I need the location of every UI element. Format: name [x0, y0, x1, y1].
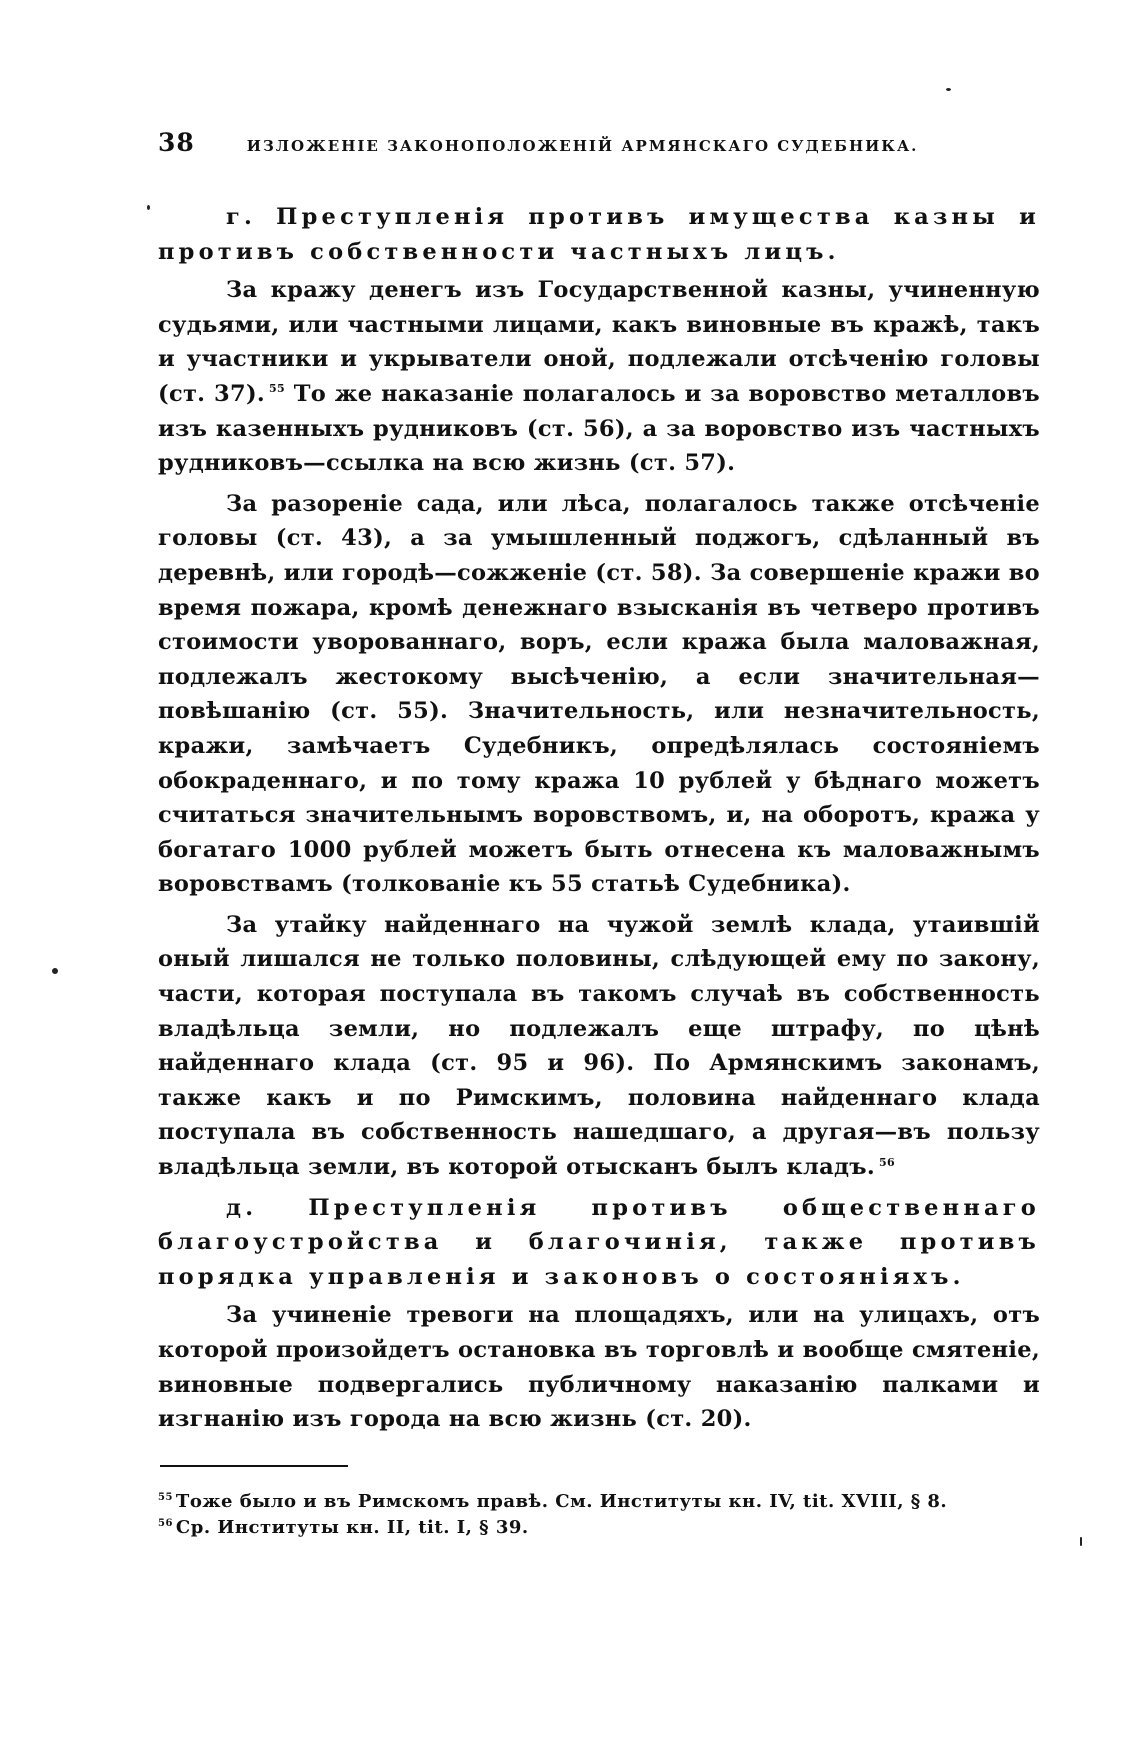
- footnote-text: Ср. Институты кн. II, tit. I, § 39.: [175, 1516, 529, 1538]
- footnote-ref-55[interactable]: 55: [269, 382, 285, 396]
- paragraph-text: За разореніе сада, или лѣса, полагалось также отсѣченіе головы (ст. 43), а за умышленный поджогъ, сдѣланный въ деревнѣ, или городѣ—сожженіе (ст. 58). За совершеніе кражи во время пожара, кромѣ денежнаго взысканія въ четверо противъ стоимости уворованнаго, воръ, если кража была маловажная, подлежалъ жестокому высѣченію, а если значительная—повѣшанію (ст. 55). Значительность, или незначительность, кражи, замѣчаетъ Судебникъ, опредѣлялась состояніемъ обокраденнаго, и по тому кража 10 рублей у бѣднаго можетъ считаться значительнымъ воровствомъ, и, на оборотъ, кража у богатаго 1000 рублей можетъ быть отнесена къ маловажнымъ воровствамъ (толкованіе къ 55 статьѣ Судебника).: [158, 490, 1040, 898]
- book-page: [158, 128, 1040, 1541]
- footnotes: [158, 1489, 1040, 1541]
- footnote-56: [158, 1515, 1040, 1541]
- page-header: [158, 128, 1040, 168]
- running-title: ИЗЛОЖЕНІЕ ЗАКОНОПОЛОЖЕНІЙ АРМЯНСКАГО СУДЕБНИКА.: [246, 137, 919, 155]
- page-body: [158, 200, 1040, 1437]
- scan-speck: [946, 88, 951, 91]
- section-heading-g: г. Преступленія противъ имущества казны и противъ собственности частныхъ лицъ.: [158, 204, 1040, 265]
- paragraph-4: [158, 1298, 1040, 1436]
- scan-speck: [52, 968, 58, 974]
- footnote-ref-56[interactable]: 56: [879, 1155, 895, 1169]
- scan-speck: [1080, 1537, 1082, 1546]
- page-number: 38: [158, 128, 195, 157]
- section-heading-d: д. Преступленія противъ общественнаго благоустройства и благочинія, также противъ порядка управленія и законовъ о состояніяхъ.: [158, 1194, 1040, 1290]
- paragraph-text: За утайку найденнаго на чужой землѣ клада, утаившій оный лишался не только половины, слѣдующей ему по закону, части, которая поступала въ такомъ случаѣ въ собственность владѣльца земли, но подлежалъ еще штрафу, по цѣнѣ найденнаго клада (ст. 95 и 96). По Армянскимъ законамъ, также какъ и по Римскимъ, половина найденнаго клада поступала въ собственность нашедшаго, а другая—въ пользу владѣльца земли, въ которой отысканъ былъ кладъ.: [158, 911, 1040, 1181]
- scan-speck: [147, 205, 150, 210]
- paragraph-text: За учиненіе тревоги на площадяхъ, или на улицахъ, отъ которой произойдетъ остановка въ торговлѣ и вообще смятеніе, виновные подвергались публичному наказанію палками и изгнанію изъ города на всю жизнь (ст. 20).: [158, 1302, 1040, 1433]
- footnote-text: Тоже было и въ Римскомъ правѣ. См. Институты кн. IV, tit. XVIII, § 8.: [175, 1490, 948, 1512]
- paragraph-2: [158, 487, 1040, 902]
- paragraph-3: [158, 908, 1040, 1185]
- footnote-mark: 56: [158, 1517, 173, 1529]
- footnote-55: [158, 1489, 1040, 1515]
- paragraph-text-continued: То же наказаніе полагалось и за воровство металловъ изъ казенныхъ рудниковъ (ст. 56), а за воровство изъ частныхъ рудниковъ—ссылка на всю жизнь (ст. 57).: [158, 380, 1040, 477]
- footnote-mark: 55: [158, 1491, 173, 1503]
- footnote-divider: [160, 1465, 348, 1467]
- paragraph-1: [158, 273, 1040, 481]
- paragraph-text: За кражу денегъ изъ Государственной казны, учиненную судьями, или частными лицами, какъ виновные въ кражѣ, такъ и участники и укрыватели оной, подлежали отсѣченію головы (ст. 37).: [158, 277, 1040, 407]
